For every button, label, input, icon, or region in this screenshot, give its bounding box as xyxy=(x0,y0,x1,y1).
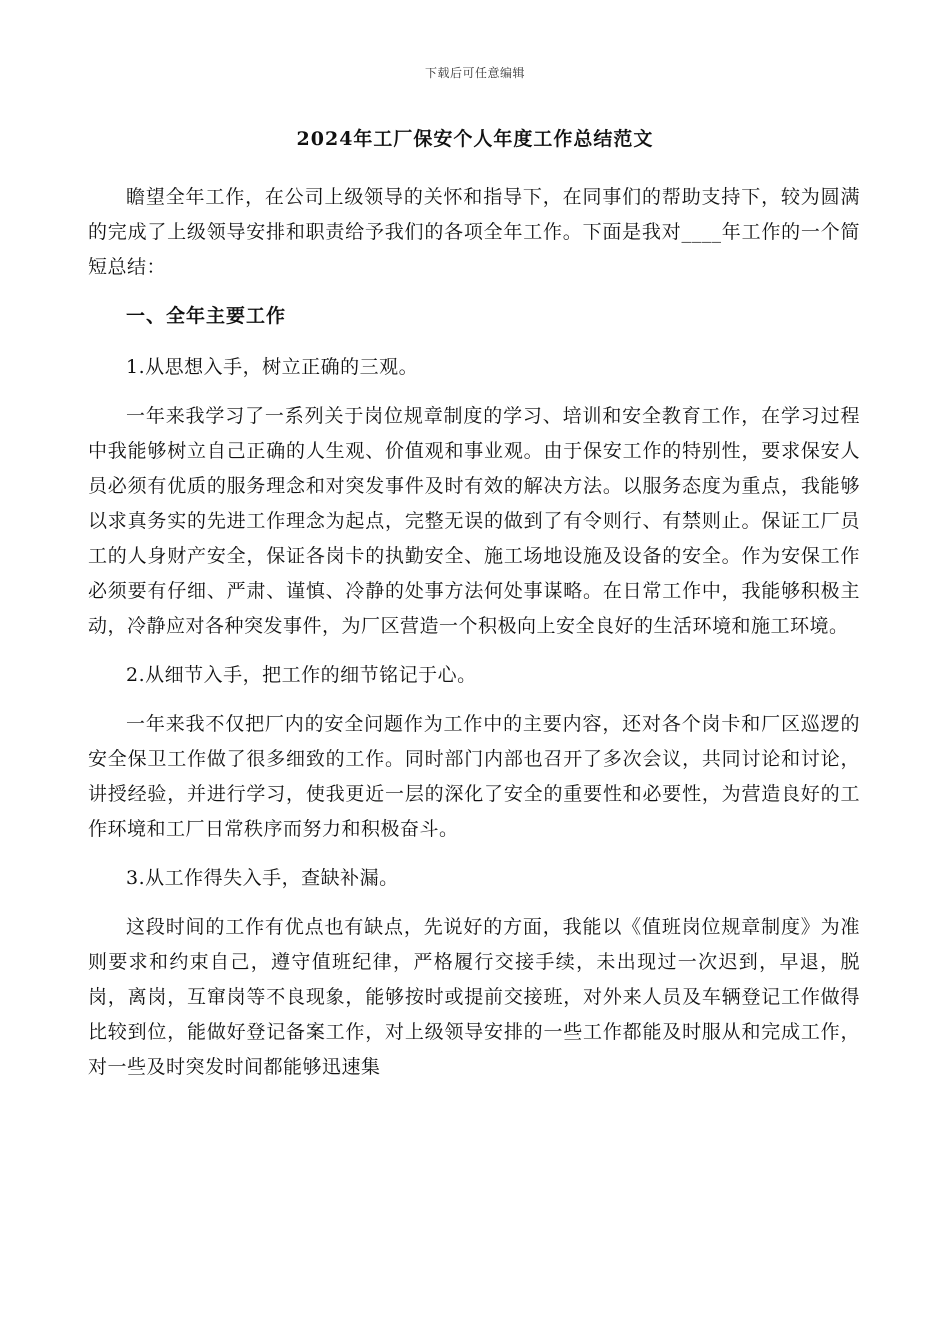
item-1-paragraph: 一年来我学习了一系列关于岗位规章制度的学习、培训和安全教育工作，在学习过程中我能够树立自己正确的人生观、价值观和事业观。由于保安工作的特别性，要求保安人员必须有优质的服务理念和对突发事件及时有效的解决方法。以服务态度为重点，我能够以求真务实的先进工作理念为起点，完整无误的做到了有令则行、有禁则止。保证工厂员工的人身财产安全，保证各岗卡的执勤安全、施工场地设施及设备的安全。作为安保工作必须要有仔细、严肃、谨慎、冷静的处事方法何处事谋略。在日常工作中，我能够积极主动，冷静应对各种突发事件，为厂区营造一个积极向上安全良好的生活环境和施工环境。 xyxy=(88,405,860,637)
item-2-heading: 2.从细节入手，把工作的细节铭记于心。 xyxy=(126,664,477,686)
intro-paragraph: 瞻望全年工作，在公司上级领导的关怀和指导下，在同事们的帮助支持下，较为圆满的完成了上级领导安排和职责给予我们的各项全年工作。下面是我对____年工作的一个简短总结： xyxy=(88,186,860,278)
section-heading: 一、全年主要工作 xyxy=(126,305,287,327)
item-3-heading: 3.从工作得失入手，查缺补漏。 xyxy=(126,867,399,889)
item-3-paragraph: 这段时间的工作有优点也有缺点，先说好的方面，我能以《值班岗位规章制度》为准则要求和约束自己，遵守值班纪律，严格履行交接手续，未出现过一次迟到，早退，脱岗，离岗，互窜岗等不良现象，能够按时或提前交接班，对外来人员及车辆登记工作做得比较到位，能做好登记备案工作，对上级领导安排的一些工作都能及时服从和完成工作，对一些及时突发时间都能够迅速集 xyxy=(88,916,860,1078)
item-1-heading: 1.从思想入手，树立正确的三观。 xyxy=(126,356,419,378)
item-2-paragraph: 一年来我不仅把厂内的安全问题作为工作中的主要内容，还对各个岗卡和厂区巡逻的安全保卫工作做了很多细致的工作。同时部门内部也召开了多次会议，共同讨论和讨论，讲授经验，并进行学习，使我更近一层的深化了安全的重要性和必要性，为营造良好的工作环境和工厂日常秩序而努力和积极奋斗。 xyxy=(88,713,860,840)
document-body xyxy=(88,180,860,1095)
header-note: 下载后可任意编辑 xyxy=(424,66,525,80)
document-title: 2024年工厂保安个人年度工作总结范文 xyxy=(296,128,654,150)
